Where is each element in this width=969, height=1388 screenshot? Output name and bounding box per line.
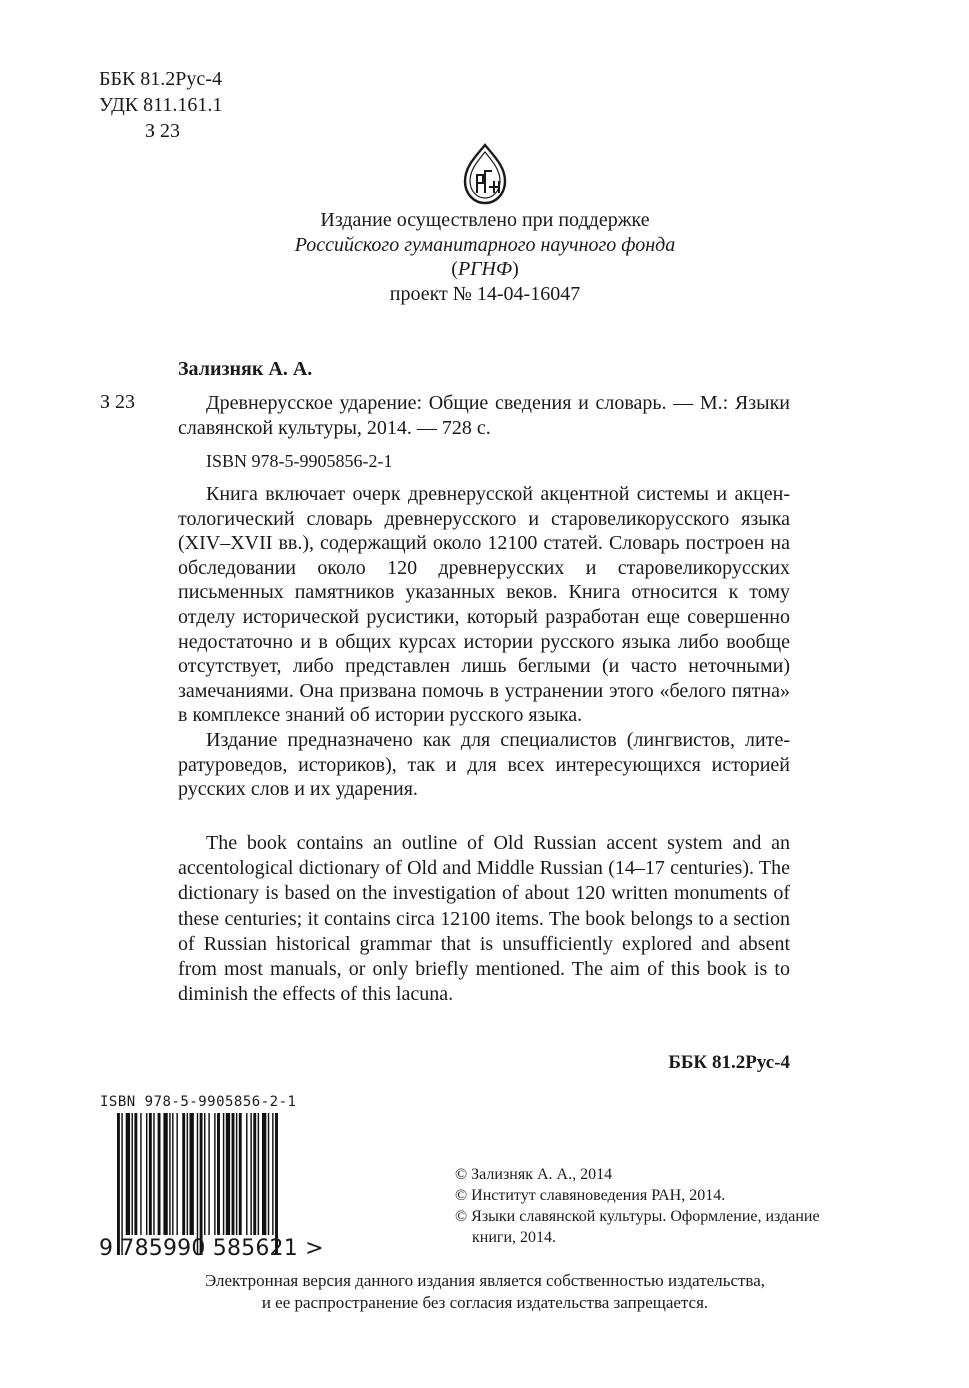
foundation-abbr: РГНФ	[457, 258, 513, 280]
isbn-line: ISBN 978-5-9905856-2-1	[206, 451, 393, 471]
footer-line: Электронная версия данного издания является собственностью издательства,	[204, 1271, 766, 1290]
copyright-block	[455, 1164, 855, 1248]
barcode-digits: 9 785990 585621 >	[99, 1236, 324, 1261]
copyright-line: © Языки славянской культуры. Оформление, издание	[455, 1208, 820, 1225]
support-notice	[200, 208, 770, 306]
rgnf-logo-icon	[461, 143, 509, 205]
annotation-ru	[178, 482, 790, 802]
ref-code: З 23	[100, 391, 136, 413]
barcode-isbn: ISBN 978-5-9905856-2-1	[100, 1094, 297, 1110]
bibliographic-description: Древнерусское ударение: Общие сведения и словарь. — М.: Языки славянской культуры, 2014. — 728 с.	[178, 392, 790, 439]
copyright-line: © Зализняк А. А., 2014	[455, 1166, 613, 1183]
annotation-paragraph: Книга включает очерк древнерусской акцентной системы и акцентологический словарь древнерусского и старовеликорусского языка (XIV–XVII вв.), содержащий около 12100 статей. Словарь построен на обследовании около 120 древнерусских и старовеликорусских письменных памятников указанных веков. Книга относится к тому отделу исторической русистики, который разработан еще совершенно недостаточно и в общих курсах истории русского языка либо вообще отсутствует, либо представлен лишь беглыми (и часто неточными) замечаниями. Она призвана помочь в устранении этого «белого пятна» в комплексе знаний об истории русского языка.	[178, 483, 790, 727]
copyright-line: © Институт славяноведения РАН, 2014.	[455, 1187, 726, 1204]
bbk-footer: ББК 81.2Рус-4	[668, 1052, 790, 1073]
annotation-en	[178, 831, 790, 1007]
annotation-paragraph: Издание предназначено как для специалистов (лингвистов, литературоведов, историков), так и для всех интересующихся историей русских слов и их ударения.	[178, 728, 790, 801]
project-number: проект № 14-04-16047	[389, 282, 581, 305]
author-mark: З 23	[145, 120, 181, 142]
foundation-abbr-line: (РГНФ)	[451, 258, 519, 280]
udk-code: УДК 811.161.1	[99, 94, 223, 116]
foundation-name: Российского гуманитарного научного фонда	[294, 233, 676, 256]
footer-line: и ее распространение без согласия издательства запрещается.	[261, 1293, 709, 1312]
classification-codes	[99, 66, 222, 144]
bbk-code: ББК 81.2Рус-4	[99, 68, 222, 90]
copyright-line: книги, 2014.	[472, 1229, 557, 1246]
annotation-en-paragraph: The book contains an outline of Old Russian accent system and an accentological dictionary of Old and Middle Russian (14–17 centuries). The dictionary is based on the investigation of about 120 written monuments of these centuries; it contains circa 12100 items. The book belongs to a section of Russian historical grammar that is unsufficiently explored and absent from most manuals, or only briefly mentioned. The aim of this book is to diminish the effects of this lacuna.	[178, 832, 790, 1006]
electronic-version-notice	[120, 1270, 850, 1314]
support-line-1: Издание осуществлено при поддержке	[320, 209, 650, 231]
author-heading: Зализняк А. А.	[178, 358, 313, 380]
